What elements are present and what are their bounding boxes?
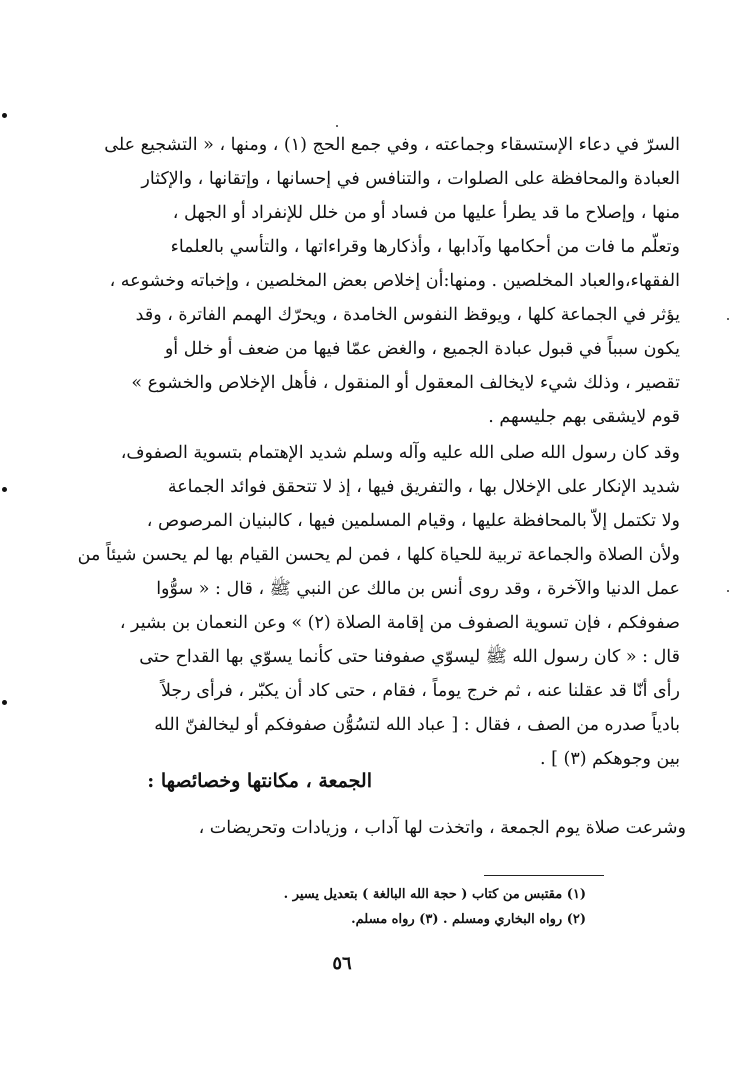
text-line: ولا تكتمل إلاّ بالمحافظة عليها ، وقيام المسلمين فيها ، كالبنيان المرصوص ،: [146, 511, 680, 531]
section-heading: الجمعة ، مكانتها وخصائصها :: [147, 770, 372, 792]
text-line: العبادة والمحافظة على الصلوات ، والتنافس في إحسانها ، وإتقانها ، والإكثار: [141, 169, 680, 189]
paragraph-3: وشرعت صلاة يوم الجمعة ، واتخذت لها آداب ، وزيادات وتحريضات ،: [198, 818, 686, 838]
page-speck: [727, 590, 729, 592]
text-line: وقد كان رسول الله صلى الله عليه وآله وسلم شديد الإهتمام بتسوية الصفوف،: [120, 443, 680, 463]
text-line: منها ، وإصلاح ما قد يطرأ عليها من فساد أو من خلل للإنفراد أو الجهل ،: [172, 203, 680, 223]
footnote: (٢) رواه البخاري ومسلم . (٣) رواه مسلم.: [351, 912, 586, 927]
text-line: تقصير ، وذلك شيء لايخالف المعقول أو المنقول ، فأهل الإخلاص والخشوع »: [131, 373, 680, 393]
text-line: رأى أنّا قد عقلنا عنه ، ثم خرج يوماً ، فقام ، حتى كاد أن يكبّر ، فرأى رجلاً: [160, 681, 680, 701]
edge-mark: [2, 700, 7, 705]
text-line: وتعلّم ما فات من أحكامها وآدابها ، وأذكارها وقراءاتها ، والتأسي بالعلماء: [170, 237, 680, 257]
text-line: عمل الدنيا والآخرة ، وقد روى أنس بن مالك عن النبي ﷺ ، قال : « سوُّوا: [156, 579, 680, 599]
text-line: يؤثر في الجماعة كلها ، ويوقظ النفوس الخامدة ، ويحرّك الهمم الفاترة ، وقد: [135, 305, 680, 325]
edge-mark: [2, 487, 7, 492]
text-line: بين وجوهكم (٣) ] .: [539, 749, 680, 769]
page-speck: [727, 318, 729, 320]
text-line: قال : « كان رسول الله ﷺ ليسوّي صفوفنا حتى كأنما يسوّي بها القداح حتى: [139, 647, 680, 667]
text-line: شديد الإنكار على الإخلال بها ، والتفريق فيها ، إذ لا تتحقق فوائد الجماعة: [167, 477, 680, 497]
paragraph-1: [70, 128, 680, 434]
text-line: قوم لايشقى بهم جليسهم .: [488, 407, 680, 427]
paragraph-2: [70, 436, 680, 776]
edge-mark: [2, 113, 7, 118]
text-line: السرّ في دعاء الإستسقاء وجماعته ، وفي جمع الحج (١) ، ومنها ، « التشجيع على: [104, 135, 680, 155]
footnotes: [284, 882, 586, 932]
page-speck: [336, 125, 338, 127]
text-line: بادياً صدره من الصف ، فقال : [ عباد الله لتسُوُّن صفوفكم أو ليخالفنّ الله: [154, 715, 680, 735]
text-line: ولأن الصلاة والجماعة تربية للحياة كلها ، فمن لم يحسن القيام بها لم يحسن شيئاً من: [77, 545, 680, 565]
page-number: ٥٦: [332, 953, 352, 974]
text-line: صفوفكم ، فإن تسوية الصفوف من إقامة الصلاة (٢) » وعن النعمان بن بشير ،: [119, 613, 680, 633]
footnote-divider: [484, 875, 604, 876]
text-line: الفقهاء،والعباد المخلصين . ومنها:أن إخلاص بعض المخلصين ، وإخباته وخشوعه ،: [109, 271, 680, 291]
footnote: (١) مقتبس من كتاب ( حجة الله البالغة ) بتعديل يسير .: [283, 887, 586, 902]
text-line: يكون سبباً في قبول عبادة الجميع ، والغض عمّا فيها من ضعف أو خلل أو: [164, 339, 680, 359]
